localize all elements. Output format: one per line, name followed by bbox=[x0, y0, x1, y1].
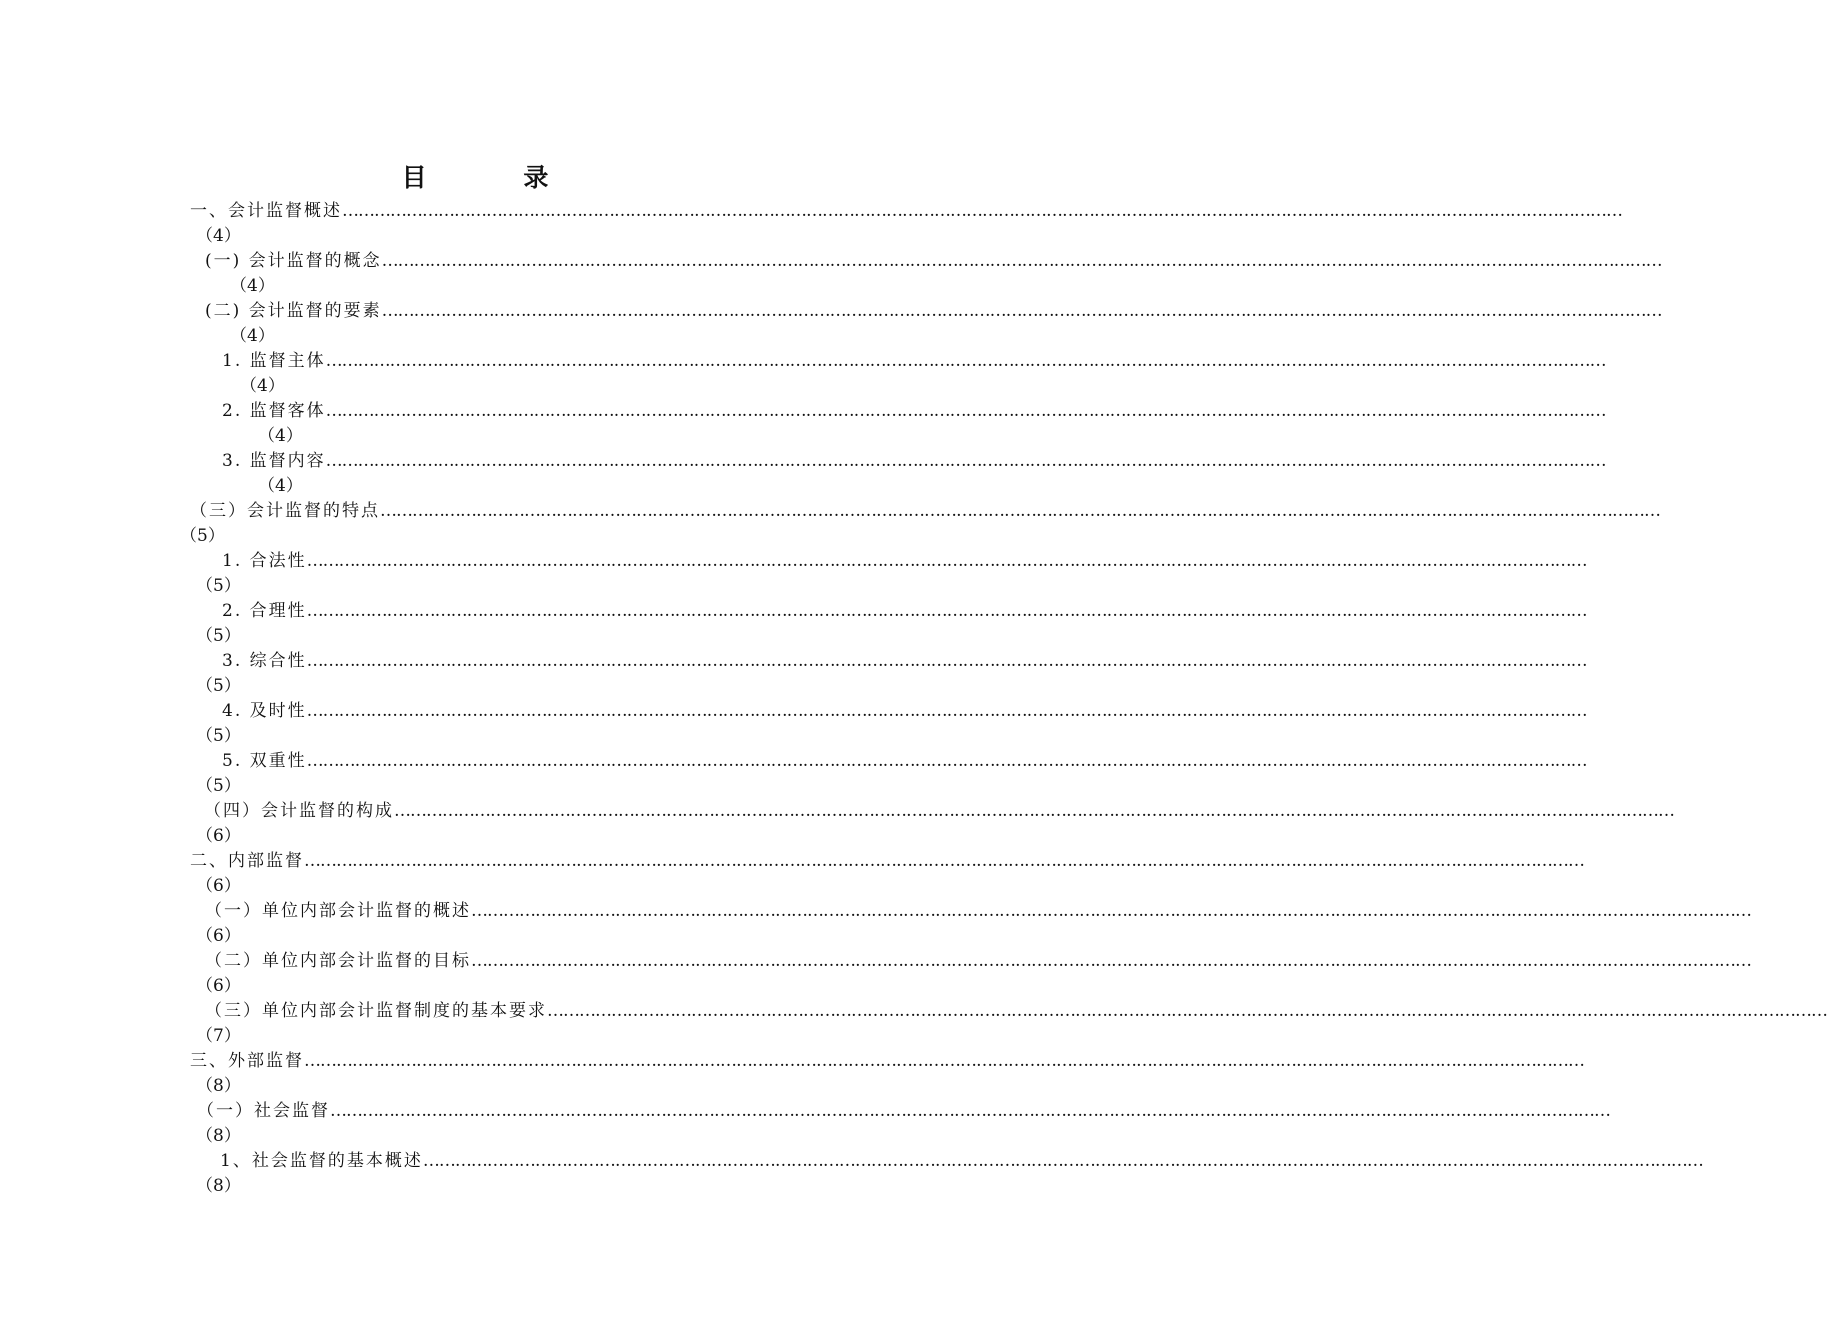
toc-entry-label: 2. 合理性 bbox=[222, 601, 307, 621]
toc-entry-line bbox=[205, 999, 1827, 1024]
toc-entry[interactable] bbox=[0, 199, 1622, 249]
toc-entry[interactable] bbox=[0, 1049, 1584, 1099]
toc-entry-line bbox=[197, 1099, 1610, 1124]
toc-entry[interactable] bbox=[0, 799, 1674, 849]
toc-entry-page-number: （4） bbox=[196, 226, 241, 246]
toc-dot-leader: …………………………………………………………………………………………………………………………………………………………………………………………………………………… bbox=[547, 1001, 1827, 1021]
toc-entry-line bbox=[222, 699, 1587, 724]
toc-entry-line bbox=[222, 449, 1606, 474]
toc-entry-label: 一、会计监督概述 bbox=[190, 201, 342, 221]
toc-entry-label: （一）社会监督 bbox=[197, 1101, 330, 1121]
toc-entry-line bbox=[205, 899, 1751, 924]
toc-entry-page-number: （4） bbox=[258, 426, 303, 446]
toc-entry-line bbox=[222, 599, 1587, 624]
toc-entry[interactable] bbox=[0, 1149, 1703, 1199]
table-of-contents bbox=[0, 199, 1827, 1199]
toc-entry[interactable] bbox=[0, 549, 1587, 599]
toc-entry-label: 三、外部监督 bbox=[190, 1051, 304, 1071]
toc-entry-page-number: （4） bbox=[230, 326, 275, 346]
toc-dot-leader: …………………………………………………………………………………………………………………………………………………………………………………………………………………… bbox=[306, 701, 1587, 721]
toc-entry-page-number: （6） bbox=[196, 826, 241, 846]
toc-entry-page-number: （4） bbox=[230, 276, 275, 296]
toc-entry-line bbox=[220, 1149, 1703, 1174]
toc-entry-page-number: （5） bbox=[196, 776, 241, 796]
toc-entry-page-number: （6） bbox=[196, 926, 241, 946]
toc-dot-leader: …………………………………………………………………………………………………………………………………………………………………………………………………………………… bbox=[306, 651, 1587, 671]
toc-entry-label: 1. 监督主体 bbox=[222, 351, 326, 371]
toc-entry-line bbox=[205, 249, 1662, 274]
toc-entry-page-number: （5） bbox=[180, 526, 225, 546]
toc-entry[interactable] bbox=[0, 849, 1584, 899]
toc-entry[interactable] bbox=[0, 699, 1587, 749]
toc-entry-label: 2. 监督客体 bbox=[222, 401, 326, 421]
toc-entry-page-number: （4） bbox=[258, 476, 303, 496]
toc-entry-line bbox=[222, 399, 1606, 424]
toc-dot-leader: …………………………………………………………………………………………………………………………………………………………………………………………………………………… bbox=[394, 801, 1674, 821]
toc-entry-label: (一) 会计监督的概念 bbox=[205, 251, 382, 271]
toc-entry-label: 5. 双重性 bbox=[222, 751, 307, 771]
toc-dot-leader: …………………………………………………………………………………………………………………………………………………………………………………………………………………… bbox=[325, 351, 1606, 371]
toc-entry-page-number: （5） bbox=[196, 726, 241, 746]
toc-entry[interactable] bbox=[0, 299, 1662, 349]
toc-entry-page-number: （8） bbox=[196, 1076, 241, 1096]
toc-dot-leader: …………………………………………………………………………………………………………………………………………………………………………………………………………………… bbox=[325, 401, 1606, 421]
toc-entry-label: （二）单位内部会计监督的目标 bbox=[205, 951, 471, 971]
toc-entry-label: 1、社会监督的基本概述 bbox=[220, 1151, 423, 1171]
toc-entry-page-number: （5） bbox=[196, 626, 241, 646]
toc-dot-leader: …………………………………………………………………………………………………………………………………………………………………………………………………………………… bbox=[381, 301, 1662, 321]
toc-entry-line bbox=[190, 1049, 1584, 1074]
toc-dot-leader: …………………………………………………………………………………………………………………………………………………………………………………………………………………… bbox=[381, 251, 1662, 271]
page-title: 目 录 bbox=[401, 163, 593, 192]
toc-entry[interactable] bbox=[0, 349, 1606, 399]
toc-entry-label: （一）单位内部会计监督的概述 bbox=[205, 901, 471, 921]
toc-entry[interactable] bbox=[0, 249, 1662, 299]
toc-entry[interactable] bbox=[0, 599, 1587, 649]
toc-entry-label: 3. 监督内容 bbox=[222, 451, 326, 471]
toc-entry[interactable] bbox=[0, 449, 1606, 499]
toc-entry-page-number: （5） bbox=[196, 676, 241, 696]
toc-entry-line bbox=[222, 349, 1606, 374]
toc-entry-label: （三）会计监督的特点 bbox=[190, 501, 380, 521]
toc-dot-leader: …………………………………………………………………………………………………………………………………………………………………………………………………………………… bbox=[380, 501, 1660, 521]
toc-dot-leader: …………………………………………………………………………………………………………………………………………………………………………………………………………………… bbox=[304, 1051, 1584, 1071]
toc-entry[interactable] bbox=[0, 949, 1751, 999]
toc-entry-line bbox=[204, 799, 1674, 824]
toc-entry-label: 4. 及时性 bbox=[222, 701, 307, 721]
toc-dot-leader: …………………………………………………………………………………………………………………………………………………………………………………………………………………… bbox=[306, 751, 1587, 771]
toc-entry-line bbox=[190, 199, 1622, 224]
toc-entry-page-number: （6） bbox=[196, 976, 241, 996]
toc-dot-leader: …………………………………………………………………………………………………………………………………………………………………………………………………………………… bbox=[325, 451, 1606, 471]
toc-entry-line bbox=[222, 649, 1587, 674]
toc-entry-line bbox=[190, 849, 1584, 874]
toc-entry-label: (二) 会计监督的要素 bbox=[205, 301, 382, 321]
toc-entry-page-number: （6） bbox=[196, 876, 241, 896]
toc-entry-page-number: （8） bbox=[196, 1126, 241, 1146]
toc-entry-page-number: （8） bbox=[196, 1176, 241, 1196]
toc-entry-line bbox=[222, 549, 1587, 574]
toc-dot-leader: …………………………………………………………………………………………………………………………………………………………………………………………………………………… bbox=[304, 851, 1584, 871]
toc-entry[interactable] bbox=[0, 749, 1587, 799]
toc-entry-line bbox=[222, 749, 1587, 774]
toc-entry-line bbox=[190, 499, 1660, 524]
toc-entry-line bbox=[205, 299, 1662, 324]
toc-entry-line bbox=[205, 949, 1751, 974]
toc-dot-leader: …………………………………………………………………………………………………………………………………………………………………………………………………………………… bbox=[422, 1151, 1703, 1171]
toc-entry-page-number: （7） bbox=[196, 1026, 241, 1046]
toc-entry-label: 二、内部监督 bbox=[190, 851, 304, 871]
toc-dot-leader: …………………………………………………………………………………………………………………………………………………………………………………………………………………… bbox=[330, 1101, 1610, 1121]
toc-entry-label: （四）会计监督的构成 bbox=[204, 801, 394, 821]
toc-dot-leader: …………………………………………………………………………………………………………………………………………………………………………………………………………………… bbox=[342, 201, 1622, 221]
toc-entry[interactable] bbox=[0, 399, 1606, 449]
toc-dot-leader: …………………………………………………………………………………………………………………………………………………………………………………………………………………… bbox=[306, 601, 1587, 621]
toc-entry[interactable] bbox=[0, 899, 1751, 949]
toc-entry-label: 3. 综合性 bbox=[222, 651, 307, 671]
toc-dot-leader: …………………………………………………………………………………………………………………………………………………………………………………………………………………… bbox=[471, 901, 1751, 921]
toc-entry[interactable] bbox=[0, 999, 1827, 1049]
toc-entry-label: （三）单位内部会计监督制度的基本要求 bbox=[205, 1001, 547, 1021]
toc-dot-leader: …………………………………………………………………………………………………………………………………………………………………………………………………………………… bbox=[471, 951, 1751, 971]
toc-entry[interactable] bbox=[0, 1099, 1610, 1149]
toc-entry-label: 1. 合法性 bbox=[222, 551, 307, 571]
toc-entry[interactable] bbox=[0, 649, 1587, 699]
toc-dot-leader: …………………………………………………………………………………………………………………………………………………………………………………………………………………… bbox=[306, 551, 1587, 571]
toc-entry-page-number: （5） bbox=[196, 576, 241, 596]
toc-entry-page-number: （4） bbox=[240, 376, 285, 396]
toc-entry[interactable] bbox=[0, 499, 1660, 549]
